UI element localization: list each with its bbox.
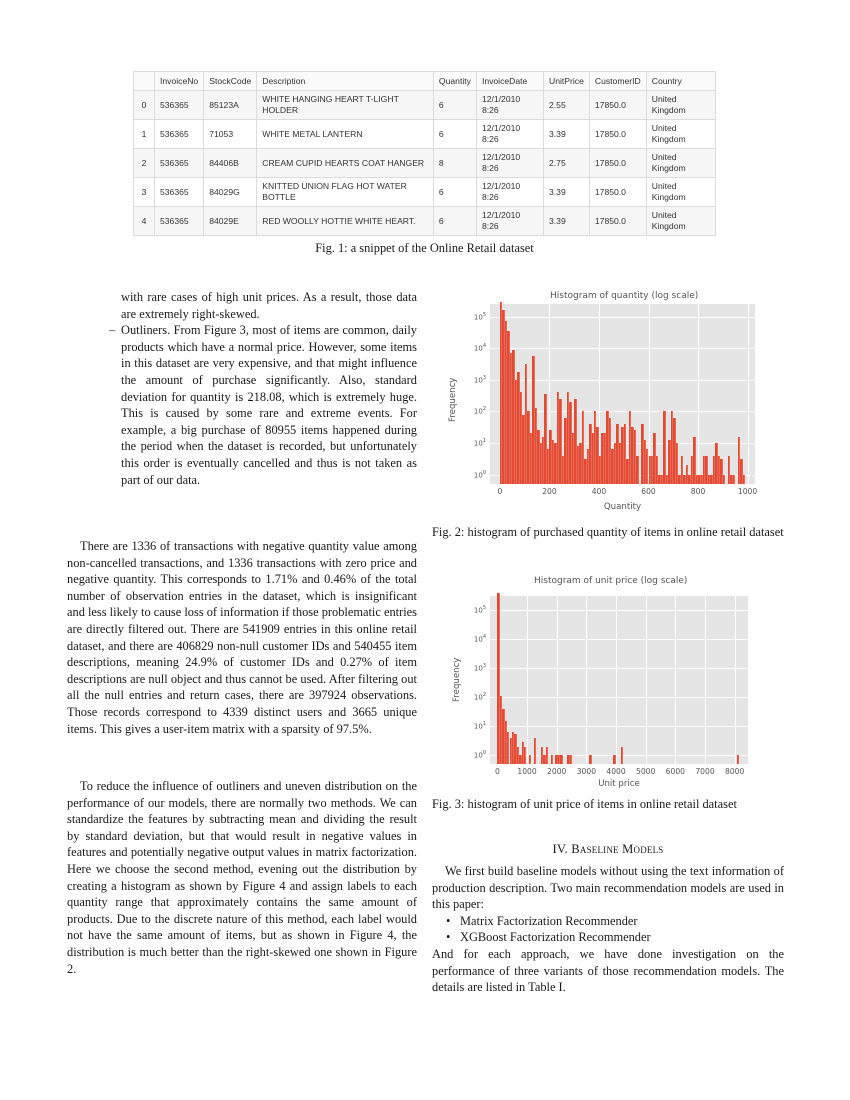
gridline — [490, 610, 748, 611]
section-title: Baseline Models — [571, 842, 664, 856]
x-tick-label: 1000 — [517, 767, 537, 776]
table-cell: 12/1/2010 8:26 — [476, 149, 543, 178]
table-row — [134, 91, 716, 120]
gridline — [748, 304, 749, 484]
gridline — [735, 596, 736, 764]
table-row — [134, 120, 716, 149]
plot-area — [490, 304, 755, 484]
table-cell: 17850.0 — [589, 149, 646, 178]
paragraph-2: To reduce the influence of outliners and uneven distribution on the performance of our models, there are normally two methods. We can standardize the features by subtracting mean and dividing the result by standard deviation, but that would result in negative values in features and potentially negative output values in matrix factorization. Here we choose the second method, evening out the distribution by creating a histogram as shown by Figure 4 and assign labels to each quantity range that approximately contains the same amount of products. Due to the discrete nature of this method, each label would not have the same amount of items, but as shown in Figure 4, the distribution is much better than the right-skewed one shown in Figure 2. — [67, 779, 417, 976]
column-header: Country — [646, 72, 715, 91]
gridline — [490, 411, 755, 412]
gridline — [616, 596, 617, 764]
gridline — [586, 596, 587, 764]
x-tick-label: 2000 — [547, 767, 567, 776]
row-index: 2 — [134, 149, 155, 178]
histogram-bar — [551, 755, 553, 764]
row-index: 4 — [134, 207, 155, 236]
table-cell: United Kingdom — [646, 207, 715, 236]
table-cell: United Kingdom — [646, 149, 715, 178]
x-tick-label: 200 — [542, 487, 557, 496]
x-tick-label: 400 — [591, 487, 607, 496]
list-item: • XGBoost Factorization Recommender — [432, 929, 784, 946]
table-cell: 12/1/2010 8:26 — [476, 120, 543, 149]
table-cell: 3.39 — [544, 120, 590, 149]
table-cell: 17850.0 — [589, 207, 646, 236]
section-heading — [432, 842, 784, 857]
table-header-row — [134, 72, 716, 91]
section4-outro: And for each approach, we have done investigation on the performance of three variants of those recommendation models. The details are listed in Table I. — [432, 946, 784, 995]
section4-intro: We first build baseline models without using the text information of production description. Two main recommendation models are used in this paper: — [432, 864, 784, 912]
histogram-bar — [733, 475, 735, 484]
histogram-bar — [560, 755, 562, 764]
table-cell: 2.55 — [544, 91, 590, 120]
x-tick-label: 1000 — [737, 487, 758, 496]
x-tick-label: 8000 — [724, 767, 745, 776]
x-tick-label: 0 — [497, 487, 503, 496]
y-tick-label: $10^3$ — [473, 374, 486, 385]
table-cell: 84406B — [204, 149, 257, 178]
table-cell: 536365 — [155, 178, 204, 207]
x-tick-label: 800 — [690, 487, 706, 496]
y-tick-label: $10^2$ — [473, 406, 486, 416]
y-axis-label: Frequency — [448, 377, 458, 422]
table-cell: United Kingdom — [646, 91, 715, 120]
fig3-caption: Fig. 3: histogram of unit price of items in online retail dataset — [432, 797, 737, 811]
fig2-caption: Fig. 2: histogram of purchased quantity of items in online retail dataset — [432, 525, 784, 539]
fig3-unit-price-histogram — [432, 572, 772, 792]
y-tick-label: $10^1$ — [473, 437, 486, 448]
table-cell: 2.75 — [544, 149, 590, 178]
row-index: 0 — [134, 91, 155, 120]
gridline — [490, 726, 748, 727]
table-cell: 6 — [433, 120, 476, 149]
y-tick-label: $10^0$ — [473, 750, 486, 760]
column-header: InvoiceDate — [476, 72, 543, 91]
gridline — [705, 596, 706, 764]
x-tick-label: 600 — [641, 487, 656, 496]
y-axis-label: Frequency — [452, 657, 462, 702]
table-cell: United Kingdom — [646, 178, 715, 207]
table-cell: 536365 — [155, 120, 204, 149]
table-cell: 17850.0 — [589, 120, 646, 149]
table-cell: KNITTED UNION FLAG HOT WATER BOTTLE — [257, 178, 434, 207]
table-row — [134, 149, 716, 178]
y-tick-label: $10^1$ — [473, 721, 486, 731]
column-header: UnitPrice — [544, 72, 590, 91]
gridline — [527, 596, 528, 764]
gridline — [490, 317, 755, 318]
gridline — [490, 380, 755, 381]
table-cell: WHITE METAL LANTERN — [257, 120, 434, 149]
table-cell: United Kingdom — [646, 120, 715, 149]
gridline — [490, 639, 748, 640]
column-header: Quantity — [433, 72, 476, 91]
paragraph-outliner-handling — [67, 778, 417, 977]
histogram-bar — [743, 475, 745, 484]
table-cell: 6 — [433, 178, 476, 207]
list-item: • Matrix Factorization Recommender — [432, 913, 784, 930]
table-cell: 12/1/2010 8:26 — [476, 207, 543, 236]
table-cell: 71053 — [204, 120, 257, 149]
x-tick-label: 7000 — [695, 767, 715, 776]
x-tick-label: 4000 — [606, 767, 626, 776]
paragraph-data-cleaning — [67, 538, 417, 737]
table-cell: 536365 — [155, 149, 204, 178]
plot-area — [490, 596, 748, 764]
section-number: IV. — [552, 842, 568, 856]
gridline — [490, 348, 755, 349]
table-cell: 6 — [433, 207, 476, 236]
gridline — [698, 304, 699, 484]
table-cell: 8 — [433, 149, 476, 178]
index-header — [134, 72, 155, 91]
table-cell: CREAM CUPID HEARTS COAT HANGER — [257, 149, 434, 178]
y-tick-label: $10^0$ — [473, 469, 486, 479]
chart-title: Histogram of unit price (log scale) — [534, 576, 688, 586]
column-header: Description — [257, 72, 434, 91]
x-tick-label: 3000 — [576, 767, 597, 776]
table-cell: 85123A — [204, 91, 257, 120]
table-cell: 536365 — [155, 207, 204, 236]
online-retail-table — [133, 71, 716, 236]
table-row — [134, 178, 716, 207]
table-body — [134, 91, 716, 236]
table-row — [134, 207, 716, 236]
model-list — [432, 913, 784, 946]
x-tick-label: 5000 — [636, 767, 656, 776]
histogram-bar — [524, 747, 526, 764]
table-cell: 84029G — [204, 178, 257, 207]
histogram-bar — [621, 747, 623, 764]
histogram-bar — [534, 738, 536, 764]
table-cell: 536365 — [155, 91, 204, 120]
gridline — [490, 668, 748, 669]
y-tick-label: $10^2$ — [473, 692, 486, 702]
table-cell: 6 — [433, 91, 476, 120]
table-cell: 12/1/2010 8:26 — [476, 91, 543, 120]
fig2-quantity-histogram — [432, 286, 772, 516]
chart-title: Histogram of quantity (log scale) — [550, 291, 699, 301]
gridline — [490, 697, 748, 698]
histogram-bar — [546, 747, 548, 764]
histogram-bar — [636, 456, 638, 484]
bullet-outliners — [109, 322, 417, 488]
bullet-outliners-text: Outliners. From Figure 3, most of items are common, daily products which have a normal price. However, some items in this dataset are very expensive, and that might influence the amount of purchase significantly. Also, standard deviation for quantity is 218.08, which is extremely huge. This is caused by some rare and extreme events. For example, a big purchase of 80955 items happened during the period when the dataset is recorded, but unfortunately this order is eventually cancelled and thus is not taken as part of our data. — [121, 323, 417, 487]
table-cell: 3.39 — [544, 178, 590, 207]
section4-body — [432, 863, 784, 996]
bullet-continuation — [109, 289, 417, 488]
x-tick-label: 0 — [494, 767, 500, 776]
column-header: InvoiceNo — [155, 72, 204, 91]
table-cell: 17850.0 — [589, 91, 646, 120]
gridline — [646, 596, 647, 764]
column-header: CustomerID — [589, 72, 646, 91]
histogram-bar — [613, 755, 615, 764]
gridline — [557, 596, 558, 764]
y-tick-label: $10^4$ — [473, 634, 486, 644]
row-index: 1 — [134, 120, 155, 149]
dash-bullet-icon: – — [109, 323, 116, 338]
histogram-bar — [529, 755, 531, 764]
histogram-bar — [663, 411, 665, 484]
histogram-bar — [737, 755, 739, 764]
column-header: StockCode — [204, 72, 257, 91]
table-cell: WHITE HANGING HEART T-LIGHT HOLDER — [257, 91, 434, 120]
histogram-bar — [723, 475, 725, 484]
y-tick-label: $10^5$ — [473, 311, 486, 321]
fig1-caption: Fig. 1: a snippet of the Online Retail dataset — [315, 241, 534, 255]
y-tick-label: $10^3$ — [473, 663, 486, 673]
row-index: 3 — [134, 178, 155, 207]
histogram-bar — [589, 755, 591, 764]
y-tick-label: $10^4$ — [473, 343, 486, 353]
x-axis-label: Unit price — [598, 779, 640, 789]
x-tick-label: 6000 — [665, 767, 685, 776]
y-tick-label: $10^5$ — [473, 605, 486, 615]
histogram-bar — [570, 755, 572, 764]
table-cell: 12/1/2010 8:26 — [476, 178, 543, 207]
paragraph-1: There are 1336 of transactions with negative quantity value among non-cancelled transactions, and 1336 transactions with zero price and negative quantity. This corresponds to 1.71% and 0.46% of the total number of observation entries in the dataset, which is insignificant and less likely to cause loss of information if those problematic entries are directly filtered out. There are 541909 entries in this online retail dataset, and there are 406829 non-null customer IDs and 540455 item descriptions, meaning 24.9% of customer IDs and 0.27% of item descriptions are null object and thus cannot be used. After filtering out all the null entries and return cases, there are 397924 observations. Those records correspond to 4339 distinct users and 3665 unique items. This gives a user-item matrix with a sparsity of 97.5%. — [67, 539, 417, 736]
table-cell: 3.39 — [544, 207, 590, 236]
table-cell: 84029E — [204, 207, 257, 236]
fig1-dataset-table — [133, 71, 716, 236]
table-cell: RED WOOLLY HOTTIE WHITE HEART. — [257, 207, 434, 236]
table-cell: 17850.0 — [589, 178, 646, 207]
x-axis-label: Quantity — [603, 502, 642, 512]
gridline — [675, 596, 676, 764]
bullet-continuation-text: with rare cases of high unit prices. As a result, those data are extremely right-skewed. — [121, 290, 417, 321]
